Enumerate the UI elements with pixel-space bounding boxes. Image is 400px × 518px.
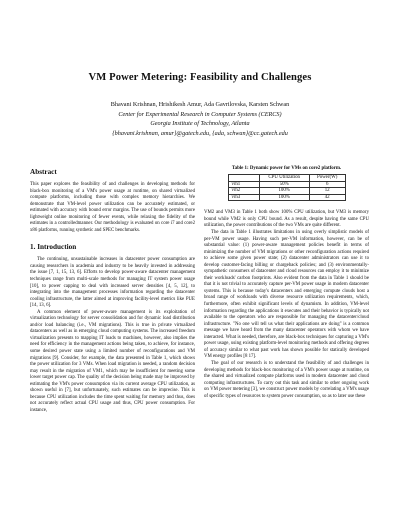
abstract-text: This paper explores the feasibility of and challenges in developing methods for black-box monitoring of a VM's power usage at runtime, on shared virtualized compute platforms, including those with complex memory hierarchies. We demonstrate that VM-level power utilization can be accurately estimated, or estimated with accuracy with bound error margins. The use of bounds permits more lightweight online monitoring of fewer events, while relaxing the fidelity of the estimates in a controlledmanner. Our methodology is evaluated on core i7 and core2 x86 platforms, running synthetic and SPEC benchmarks.	[30, 182, 195, 233]
abstract-heading: Abstract	[30, 168, 57, 176]
table-cell: 6	[309, 181, 345, 188]
author-institute: Georgia Institute of Technology, Atlanta	[150, 120, 250, 128]
table-cell: 12	[309, 188, 345, 195]
table-header-cell: CPU Utilization	[259, 175, 309, 182]
power-table	[228, 174, 346, 201]
table-row	[228, 181, 345, 188]
table-header-cell	[228, 175, 259, 182]
table-cell: vm1	[228, 181, 259, 188]
introduction-heading: 1. Introduction	[30, 243, 77, 252]
table-cell: vm2	[228, 188, 259, 195]
table-header-cell: Power(W)	[309, 175, 345, 182]
left-column	[30, 168, 195, 415]
author-center: Center for Experimental Research in Computer Systems (CERCS)	[118, 110, 282, 118]
table-cell: vm3	[228, 194, 259, 201]
author-block	[0, 100, 400, 138]
table-row	[228, 188, 345, 195]
right-paragraph-3: The goal of our research is to understand the feasibility of and challenges in developing methods for black-box monitoring of a VM's power usage at runtime, on the shared and virtualized compute platforms used in modern datacenter and cloud computing infrastructures. To carry out this task and similar to other ongoing work on VM power metering [3], we construct power models by correlating a VM's usage of specific types of resources to system power consumption, so as to later use these	[204, 360, 369, 399]
table-caption: Table 1: Dynamic power for VMs on core2 platform.	[231, 166, 342, 171]
intro-paragraph-2: A common element of power-aware management is its exploitation of virtualization technology for server consolidation and for dynamic load distribution and/or load balancing (i.e., VM migrations). This is true in private virtualized datacenters as well as in emerging cloud computing systems. The increased freedom virtualization presents to mapping IT loads to machines, however, also implies the need for efficiency in the management actions being taken, to achieve, for instance, some desired power state using a limited number of reconfigurations and VM migrations [9]. Consider, for example, the data presented in Table 1, which shows the power utilization for 3 VMs. When load migration is needed, a random decision may result in the migration of VM1, which may be insufficient for meeting some lower target power cap. The quality of the decision being made may be improved by estimating the VM's power consumption via its current average CPU utilization, as shown useful in [7], but unfortunately, such estimates can be imprecise. This is because CPU utilization includes the time spent waiting for memory and thus, does not accurately reflect actual CPU usage and thus, CPU power consumption. For instance,	[30, 309, 195, 413]
table-cell: 100%	[259, 194, 309, 201]
right-column	[204, 166, 369, 400]
paper-title: VM Power Metering: Feasibility and Challenges	[88, 72, 312, 83]
table-header-row	[228, 175, 345, 182]
table-cell: 50%	[259, 181, 309, 188]
author-emails: {bhavani.krishnan, amur}@gatech.edu, {ada, schwan}@cc.gatech.edu	[112, 129, 288, 137]
table-cell: 100%	[259, 188, 309, 195]
table-cell: 42	[309, 194, 345, 201]
intro-paragraph-1: The continuing, unsustainable increases in datacenter power consumption are causing researchers in academia and industry to be heavily invested in addressing the issue [7, 1, 15, 13, 6]. Efforts to develop power-aware datacenter management techniques range from multi-scale methods for managing IT system power usage [10], to power capping to deal with increased server densities [4, 5, 12], to integrating into the management processes information regarding the datacenter cooling infrastructure, the latter aimed at improving facility-level metrics like PUE [14, 13, 6].	[30, 257, 195, 309]
author-names: Bhavani Krishnan, Hrishikesh Amur, Ada Gavrilovska, Karsten Schwan	[110, 101, 290, 108]
right-paragraph-1: VM2 and VM3 in Table 1 both show 100% CPU utilization, but VM3 is memory bound while VM2 is only CPU bound. As a result, despite having the same CPU utilization, the power contributions of the two VMs are quite different.	[204, 210, 369, 229]
table-row	[228, 194, 345, 201]
right-paragraph-2: The data in Table 1 illustrates limitations in using overly simplistic models of per-VM power usage. Having such per-VM information, however, can be of substantial value: (1) power-aware management policies benefit in terms of minimizing the number of VM migrations or other reconfiguration actions required to achieve some given power state; (2) datacenter administrators can use it to develop customer-facing billing or chargeback policies; and (3) environmentally-sympathetic consumers of datacenter and cloud resources can employ it to minimize their workloads' carbon footprints. Also evident from the data in Table 1 should be that it is not trivial to accurately capture per-VM power usage in modern datacenter systems. This is because today's datacenters and emerging compute clouds host a broad range of workloads with diverse resource utilization requirements, which, furthermore, often exhibit significant levels of dynamism. In addition, VM-level information regarding the applications it executes and their behavior is typically not available to the operators who are responsible for managing the datacenter/cloud infrastructure. "No one will tell us what their applications are doing" is a common message we have heard from the many datacenter operators with whom we have interacted. What is needed, therefore, are black-box techniques for capturing a VM's power usage, using existing platform-level monitoring methods and offering degrees of accuracy similar to what past work has shown possible for statically developed VM energy profiles [8 17].	[204, 230, 369, 360]
